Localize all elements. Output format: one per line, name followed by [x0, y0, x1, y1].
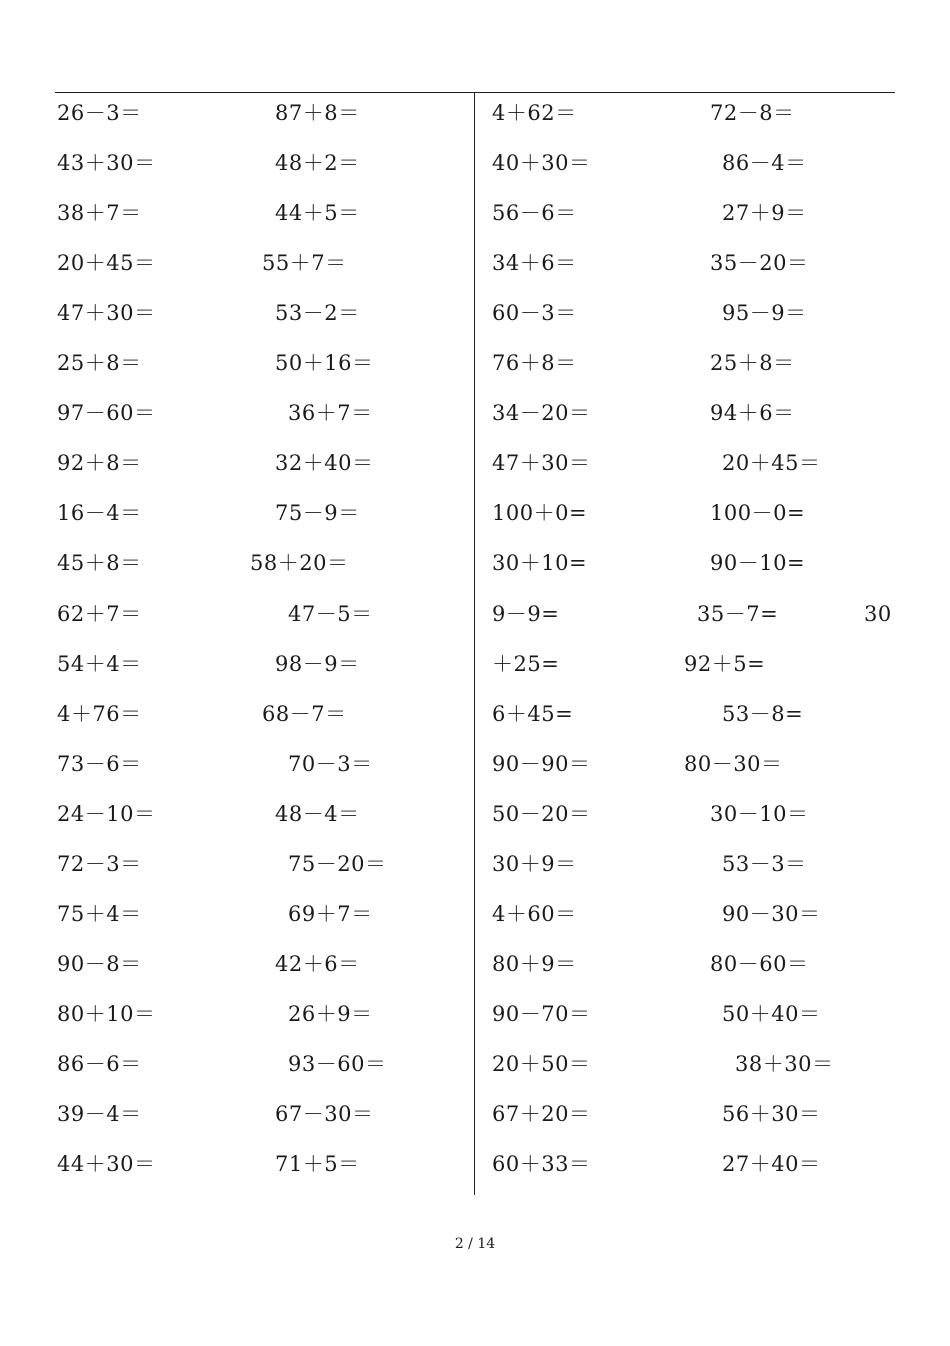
arithmetic-problem: 56－6＝ — [492, 201, 577, 226]
problem-row — [0, 1149, 950, 1179]
arithmetic-problem: 47＋30＝ — [57, 301, 156, 326]
arithmetic-problem: 76＋8＝ — [492, 351, 577, 376]
arithmetic-problem: 50＋16＝ — [275, 351, 374, 376]
problem-row — [0, 799, 950, 829]
arithmetic-problem: 43＋30＝ — [57, 151, 156, 176]
arithmetic-problem: 100＋0= — [492, 501, 588, 526]
problem-row — [0, 649, 950, 679]
arithmetic-problem: 93－60＝ — [288, 1051, 387, 1076]
arithmetic-problem: 4＋60＝ — [492, 901, 577, 926]
arithmetic-problem: 55＋7＝ — [262, 251, 347, 276]
arithmetic-problem: 90－10= — [710, 551, 806, 576]
problem-row — [0, 999, 950, 1029]
arithmetic-problem: 34＋6＝ — [492, 251, 577, 276]
arithmetic-problem: 54＋4＝ — [57, 651, 142, 676]
arithmetic-problem: 90－8＝ — [57, 951, 142, 976]
arithmetic-problem: 100－0= — [710, 501, 806, 526]
problem-row — [0, 398, 950, 428]
arithmetic-problem: 30－10＝ — [710, 801, 809, 826]
arithmetic-problem: 4＋76＝ — [57, 701, 142, 726]
problem-row — [0, 248, 950, 278]
arithmetic-problem: 38＋30＝ — [735, 1051, 834, 1076]
arithmetic-problem: 72－8＝ — [710, 101, 795, 125]
problem-row — [0, 348, 950, 378]
arithmetic-problem: 38＋7＝ — [57, 201, 142, 226]
problem-row — [0, 148, 950, 178]
arithmetic-problem: 90－30＝ — [722, 901, 821, 926]
problem-row — [0, 1099, 950, 1129]
arithmetic-problem: 45＋8＝ — [57, 551, 142, 576]
arithmetic-problem: 60－3＝ — [492, 301, 577, 326]
arithmetic-problem: 58＋20＝ — [250, 551, 349, 576]
arithmetic-problem: 50＋40＝ — [722, 1001, 821, 1026]
arithmetic-problem: 75－20＝ — [288, 851, 387, 876]
arithmetic-problem: 9－9= — [492, 601, 560, 626]
problem-row — [0, 98, 950, 128]
arithmetic-problem: 48－4＝ — [275, 801, 360, 826]
arithmetic-problem: ＋25= — [492, 651, 560, 676]
arithmetic-problem: 40＋30＝ — [492, 151, 591, 176]
arithmetic-problem: 92＋8＝ — [57, 451, 142, 476]
arithmetic-problem: 80－60＝ — [710, 951, 809, 976]
arithmetic-problem: 67－30＝ — [275, 1102, 374, 1126]
problem-row — [0, 448, 950, 478]
arithmetic-problem: 90－90＝ — [492, 751, 591, 776]
arithmetic-problem: 6＋45= — [492, 701, 574, 726]
arithmetic-problem: 90－70＝ — [492, 1001, 591, 1026]
arithmetic-problem: 67＋20＝ — [492, 1102, 591, 1126]
arithmetic-problem: 86－4＝ — [722, 151, 807, 176]
arithmetic-problem: 34－20＝ — [492, 401, 591, 426]
problem-row — [0, 949, 950, 979]
problem-row — [0, 198, 950, 228]
arithmetic-problem: 98－9＝ — [275, 651, 360, 676]
arithmetic-problem: 97－60＝ — [57, 401, 156, 426]
problem-row — [0, 899, 950, 929]
arithmetic-problem: 94＋6＝ — [710, 401, 795, 426]
problem-row — [0, 548, 950, 578]
arithmetic-problem: 26－3＝ — [57, 101, 142, 125]
arithmetic-problem: 27＋40＝ — [722, 1152, 821, 1177]
arithmetic-problem: 68－7＝ — [262, 701, 347, 726]
arithmetic-problem: 47－5＝ — [288, 601, 373, 626]
arithmetic-problem: 60＋33＝ — [492, 1152, 591, 1177]
arithmetic-problem: 72－3＝ — [57, 851, 142, 876]
arithmetic-problem: 16－4＝ — [57, 501, 142, 526]
arithmetic-problem: 50－20＝ — [492, 801, 591, 826]
arithmetic-problem: 70－3＝ — [288, 751, 373, 776]
arithmetic-problem: 20＋45＝ — [57, 251, 156, 276]
arithmetic-problem: 73－6＝ — [57, 751, 142, 776]
arithmetic-problem: 62＋7＝ — [57, 601, 142, 626]
arithmetic-problem: 87＋8＝ — [275, 101, 360, 125]
arithmetic-problem: 39－4＝ — [57, 1102, 142, 1126]
arithmetic-problem: 56＋30＝ — [722, 1102, 821, 1126]
arithmetic-problem: 53－8= — [722, 701, 804, 726]
arithmetic-problem: 53－3＝ — [722, 851, 807, 876]
problem-row — [0, 1049, 950, 1079]
arithmetic-problem: 30 — [864, 601, 892, 626]
problem-row — [0, 849, 950, 879]
arithmetic-problem: 42＋6＝ — [275, 951, 360, 976]
arithmetic-problem: 25＋8＝ — [710, 351, 795, 376]
arithmetic-problem: 75＋4＝ — [57, 901, 142, 926]
arithmetic-problem: 71＋5＝ — [275, 1152, 360, 1177]
arithmetic-problem: 44＋30＝ — [57, 1152, 156, 1177]
arithmetic-problem: 48＋2＝ — [275, 151, 360, 176]
arithmetic-problem: 30＋9＝ — [492, 851, 577, 876]
arithmetic-problem: 26＋9＝ — [288, 1001, 373, 1026]
problem-row — [0, 599, 950, 629]
arithmetic-problem: 95－9＝ — [722, 301, 807, 326]
arithmetic-problem: 20＋50＝ — [492, 1051, 591, 1076]
problem-row — [0, 699, 950, 729]
arithmetic-problem: 53－2＝ — [275, 301, 360, 326]
page-number: 2 / 14 — [454, 1236, 496, 1252]
arithmetic-problem: 86－6＝ — [57, 1051, 142, 1076]
arithmetic-problem: 32＋40＝ — [275, 451, 374, 476]
arithmetic-problem: 69＋7＝ — [288, 901, 373, 926]
arithmetic-problem: 30＋10= — [492, 551, 588, 576]
arithmetic-problem: 75－9＝ — [275, 501, 360, 526]
arithmetic-problem: 47＋30＝ — [492, 451, 591, 476]
arithmetic-problem: 4＋62＝ — [492, 101, 577, 125]
arithmetic-problem: 27＋9＝ — [722, 201, 807, 226]
arithmetic-problem: 35－20＝ — [710, 251, 809, 276]
arithmetic-problem: 36＋7＝ — [288, 401, 373, 426]
arithmetic-problem: 25＋8＝ — [57, 351, 142, 376]
problem-row — [0, 749, 950, 779]
arithmetic-problem: 24－10＝ — [57, 801, 156, 826]
problem-row — [0, 498, 950, 528]
arithmetic-problem: 44＋5＝ — [275, 201, 360, 226]
problem-row — [0, 298, 950, 328]
arithmetic-problem: 20＋45＝ — [722, 451, 821, 476]
arithmetic-problem: 92＋5= — [684, 651, 766, 676]
arithmetic-problem: 80－30＝ — [684, 751, 783, 776]
arithmetic-problem: 80＋10＝ — [57, 1001, 156, 1026]
arithmetic-problem: 80＋9＝ — [492, 951, 577, 976]
arithmetic-problem: 35－7= — [697, 601, 779, 626]
